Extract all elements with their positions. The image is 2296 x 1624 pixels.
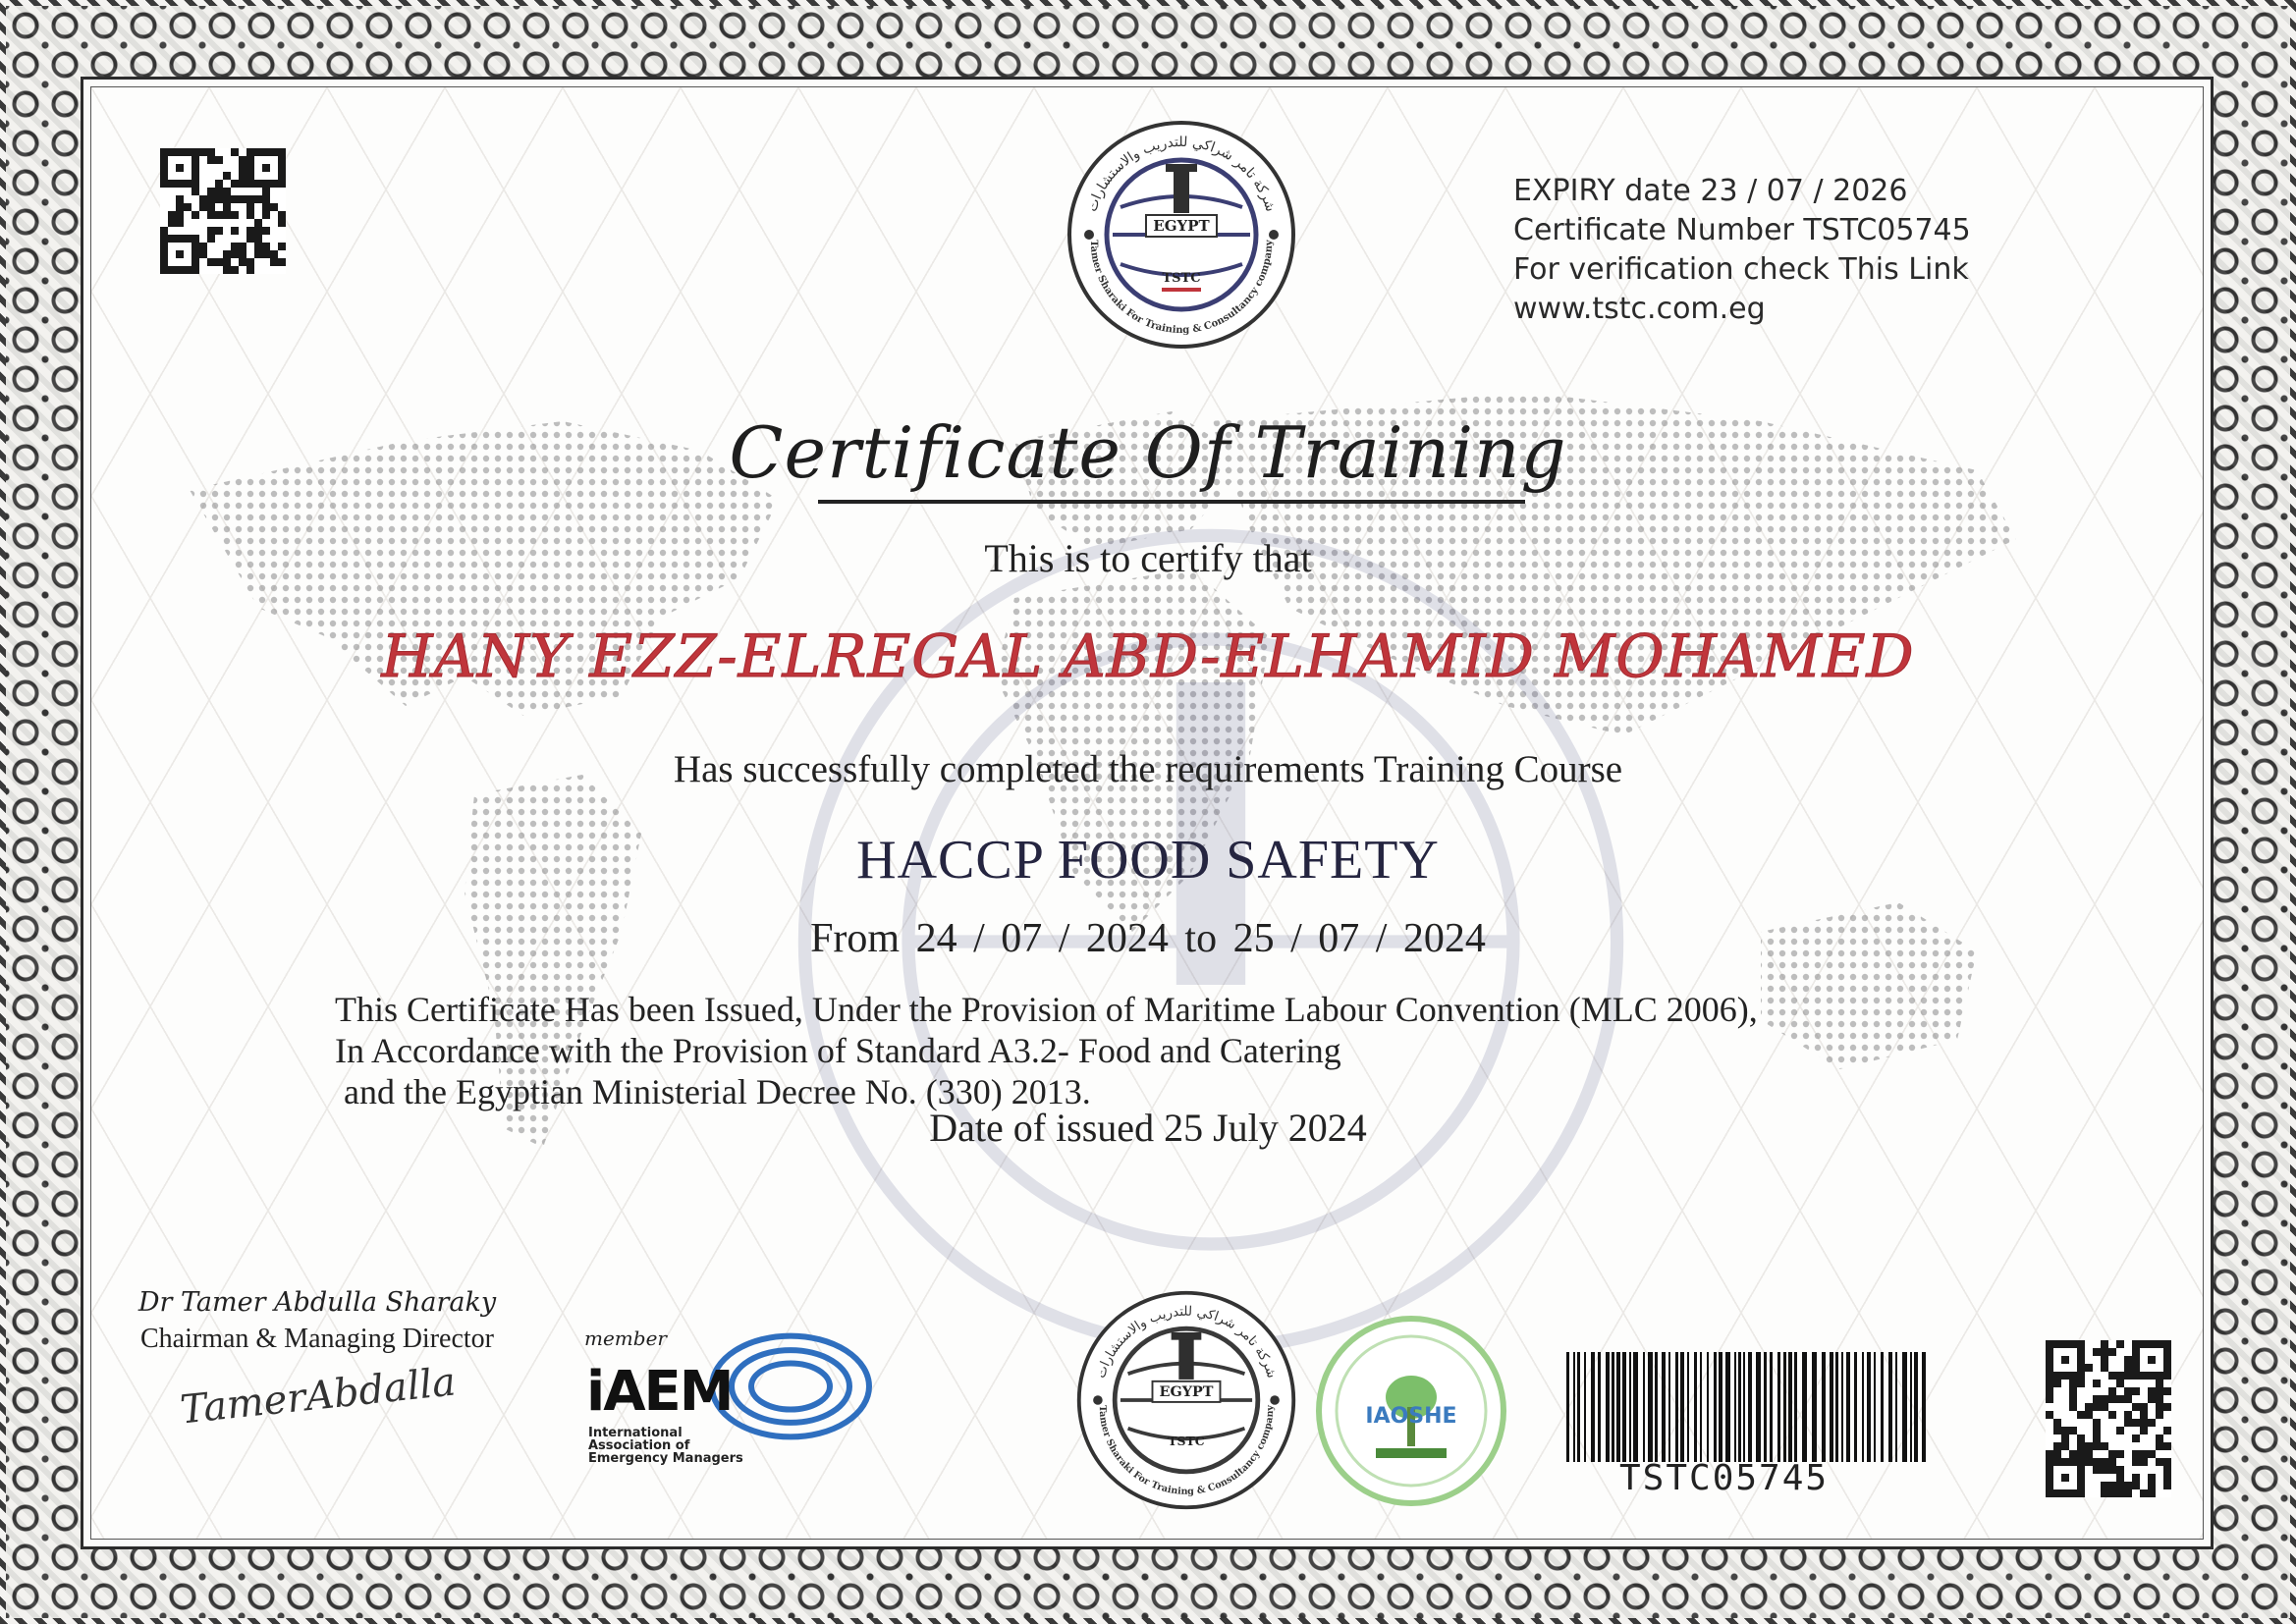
iaem-name-line: Association of bbox=[588, 1438, 690, 1453]
seal-country-label: EGYPT bbox=[1159, 1384, 1214, 1401]
issue-date: Date of issued 25 July 2024 bbox=[929, 1106, 1367, 1150]
provision-line: and the Egyptian Ministerial Decree No. (330) 2013. bbox=[335, 1072, 1091, 1111]
course-name: HACCP FOOD SAFETY bbox=[856, 830, 1440, 891]
course-dates: From 24 / 07 / 2024 to 25 / 07 / 2024 bbox=[810, 916, 1486, 961]
certificate-paper bbox=[90, 86, 2204, 1540]
provision-statement bbox=[335, 989, 1906, 1112]
seal-abbreviation: TSTC bbox=[1162, 271, 1201, 286]
seal-country-label: EGYPT bbox=[1153, 217, 1210, 235]
iaoshe-wordmark: IAOSHE bbox=[1365, 1404, 1457, 1429]
provision-line: In Accordance with the Provision of Standard A3.2- Food and Catering bbox=[335, 1031, 1341, 1070]
certificate-title: Certificate Of Training bbox=[729, 411, 1567, 494]
signatory-block bbox=[131, 1287, 504, 1355]
iaem-name-line: International bbox=[588, 1426, 683, 1440]
handwritten-signature: TamerAbdalla bbox=[178, 1359, 459, 1434]
verification-text: For verification check This Link bbox=[1513, 252, 1969, 287]
seal-arabic-text: شركة تامر شراكي للتدريب والاستشارات bbox=[1084, 134, 1279, 214]
completed-line: Has successfully completed the requirements Training Course bbox=[673, 748, 1623, 790]
qr-code-bottom bbox=[2046, 1340, 2171, 1497]
iaem-member-label: member bbox=[584, 1326, 667, 1350]
signatory-name: Dr Tamer Abdulla Sharaky bbox=[137, 1287, 497, 1318]
seal-arabic-text: شركة تامر شراكي للتدريب والاستشارات bbox=[1093, 1304, 1280, 1380]
title-underline bbox=[818, 500, 1525, 504]
iaem-logo bbox=[584, 1326, 879, 1493]
qr-code-top bbox=[160, 148, 286, 274]
iaem-wordmark: iAEM bbox=[586, 1360, 733, 1424]
certificate-number: Certificate Number TSTC05745 bbox=[1513, 213, 1971, 247]
provision-line: This Certificate Has been Issued, Under the Provision of Maritime Labour Convention (MLC 2006), bbox=[335, 990, 1758, 1029]
barcode-label: TSTC05745 bbox=[1619, 1458, 1830, 1498]
company-seal-bottom bbox=[1073, 1287, 1299, 1513]
certificate-info bbox=[1513, 172, 1971, 329]
seal-english-text: Tamer Sharaki For Training & Consultancy company bbox=[1087, 240, 1276, 337]
expiry-date: EXPIRY date 23 / 07 / 2026 bbox=[1513, 174, 1908, 208]
signatory-role: Chairman & Managing Director bbox=[139, 1324, 494, 1354]
verification-link[interactable]: www.tstc.com.eg bbox=[1513, 292, 1766, 326]
barcode bbox=[1566, 1352, 1940, 1462]
iaem-full-name bbox=[588, 1427, 743, 1465]
seal-english-text: Tamer Sharaki For Training & Consultancy company bbox=[1096, 1405, 1277, 1497]
certify-line: This is to certify that bbox=[984, 536, 1312, 580]
iaoshe-logo bbox=[1313, 1313, 1509, 1509]
seal-abbreviation: TSTC bbox=[1168, 1434, 1205, 1448]
iaem-name-line: Emergency Managers bbox=[588, 1451, 743, 1466]
company-seal-top bbox=[1064, 117, 1299, 352]
recipient-name: HANY EZZ-ELREGAL ABD-ELHAMID MOHAMED bbox=[381, 623, 1915, 691]
